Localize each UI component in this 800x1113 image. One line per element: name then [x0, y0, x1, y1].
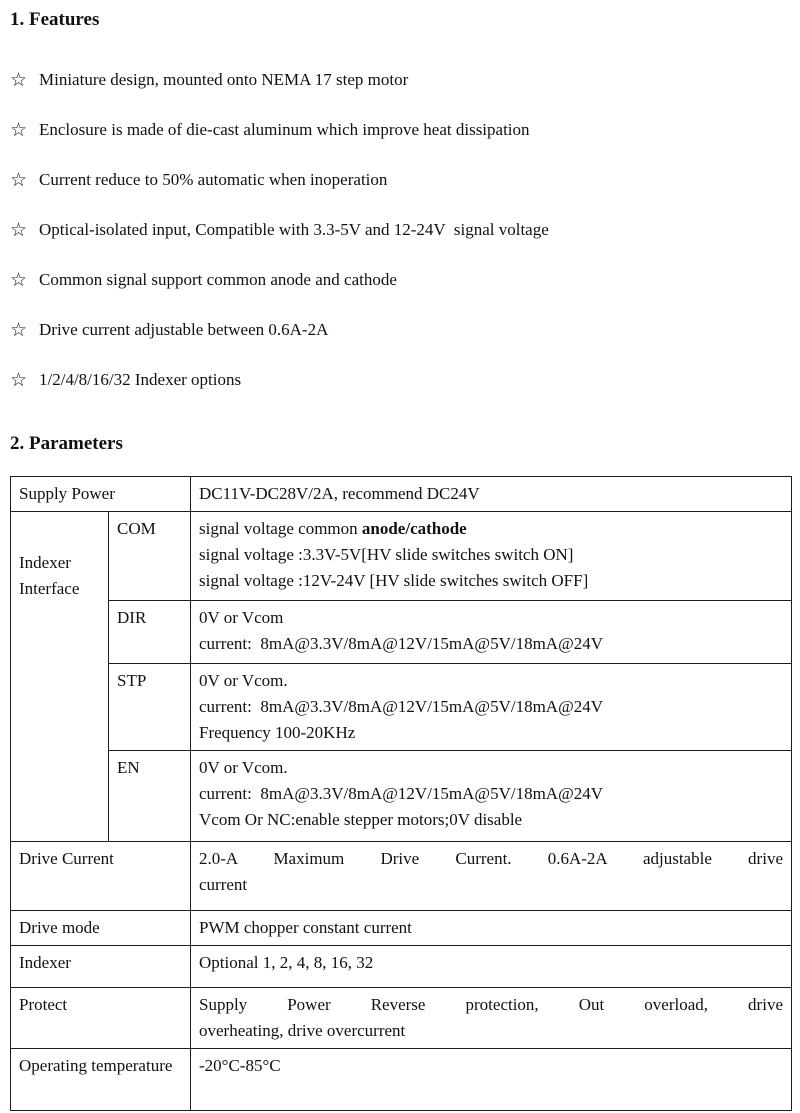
star-bullet-icon: ☆	[10, 369, 28, 391]
param-value-dir	[191, 601, 792, 664]
param-sublabel-dir: DIR	[109, 601, 191, 664]
feature-item	[10, 169, 791, 191]
param-label-operating-temperature: Operating temperature	[11, 1049, 191, 1111]
feature-item	[10, 219, 791, 241]
param-label-indexer: Indexer	[11, 946, 191, 988]
stp-line-3: Frequency 100-20KHz	[199, 723, 356, 742]
param-label-protect: Protect	[11, 988, 191, 1049]
protect-line-2: overheating, drive overcurrent	[199, 1021, 406, 1040]
en-line-1: 0V or Vcom.	[199, 758, 288, 777]
feature-text: 1/2/4/8/16/32 Indexer options	[39, 370, 242, 389]
param-sublabel-en: EN	[109, 751, 191, 842]
table-row-drive-current	[11, 842, 792, 911]
table-row-com	[11, 512, 792, 601]
parameters-heading: 2. Parameters	[10, 433, 123, 454]
feature-text: Optical-isolated input, Compatible with 3.3-5V and 12-24V signal voltage	[39, 220, 549, 239]
param-sublabel-stp: STP	[109, 664, 191, 751]
com-line-1	[199, 516, 783, 542]
star-bullet-icon: ☆	[10, 319, 28, 341]
features-list	[10, 69, 791, 391]
protect-line-1: Supply Power Reverse protection, Out overload, drive	[199, 995, 783, 1014]
feature-text: Common signal support common anode and cathode	[39, 270, 397, 289]
star-bullet-icon: ☆	[10, 119, 28, 141]
feature-item	[10, 319, 791, 341]
dir-line-1: 0V or Vcom	[199, 608, 284, 627]
param-value-stp	[191, 664, 792, 751]
table-row-drive-mode	[11, 911, 792, 946]
feature-item	[10, 369, 791, 391]
param-value-drive-current	[191, 842, 792, 911]
param-value-en	[191, 751, 792, 842]
stp-line-1: 0V or Vcom.	[199, 671, 288, 690]
feature-item	[10, 119, 791, 141]
com-line-2: signal voltage :3.3V-5V[HV slide switches switch ON]	[199, 545, 574, 564]
drive-current-line-1: 2.0-A Maximum Drive Current. 0.6A-2A adjustable drive	[199, 849, 783, 868]
star-bullet-icon: ☆	[10, 269, 28, 291]
en-line-3: Vcom Or NC:enable stepper motors;0V disable	[199, 810, 523, 829]
feature-item	[10, 69, 791, 91]
table-row-indexer	[11, 946, 792, 988]
feature-text: Enclosure is made of die-cast aluminum which improve heat dissipation	[39, 120, 530, 139]
star-bullet-icon: ☆	[10, 219, 28, 241]
param-sublabel-com: COM	[109, 512, 191, 601]
param-label-drive-mode: Drive mode	[11, 911, 191, 946]
features-heading: 1. Features	[10, 9, 100, 30]
feature-text: Drive current adjustable between 0.6A-2A	[39, 320, 329, 339]
star-bullet-icon: ☆	[10, 169, 28, 191]
table-row-operating-temperature	[11, 1049, 792, 1111]
parameters-table	[10, 476, 792, 1111]
stp-line-2: current: 8mA@3.3V/8mA@12V/15mA@5V/18mA@24V	[199, 697, 604, 716]
param-label-drive-current: Drive Current	[11, 842, 191, 911]
param-value-supply-power: DC11V-DC28V/2A, recommend DC24V	[191, 477, 792, 512]
param-value-operating-temperature: -20°C-85°C	[191, 1049, 792, 1111]
feature-text: Miniature design, mounted onto NEMA 17 step motor	[39, 70, 409, 89]
com-line-1-bold: anode/cathode	[361, 519, 467, 538]
param-value-indexer: Optional 1, 2, 4, 8, 16, 32	[191, 946, 792, 988]
drive-current-line-2: current	[199, 875, 248, 894]
com-line-1-normal: signal voltage common	[199, 519, 362, 538]
table-row-protect	[11, 988, 792, 1049]
table-row-stp	[11, 664, 792, 751]
param-value-protect	[191, 988, 792, 1049]
en-line-2: current: 8mA@3.3V/8mA@12V/15mA@5V/18mA@24V	[199, 784, 604, 803]
feature-text: Current reduce to 50% automatic when inoperation	[39, 170, 388, 189]
table-row-supply-power	[11, 477, 792, 512]
param-value-com	[191, 512, 792, 601]
param-label-indexer-interface: Indexer Interface	[11, 512, 109, 842]
feature-item	[10, 269, 791, 291]
dir-line-2: current: 8mA@3.3V/8mA@12V/15mA@5V/18mA@24V	[199, 634, 604, 653]
param-label-supply-power: Supply Power	[11, 477, 191, 512]
param-value-drive-mode: PWM chopper constant current	[191, 911, 792, 946]
star-bullet-icon: ☆	[10, 69, 28, 91]
com-line-3: signal voltage :12V-24V [HV slide switches switch OFF]	[199, 571, 589, 590]
table-row-en	[11, 751, 792, 842]
table-row-dir	[11, 601, 792, 664]
